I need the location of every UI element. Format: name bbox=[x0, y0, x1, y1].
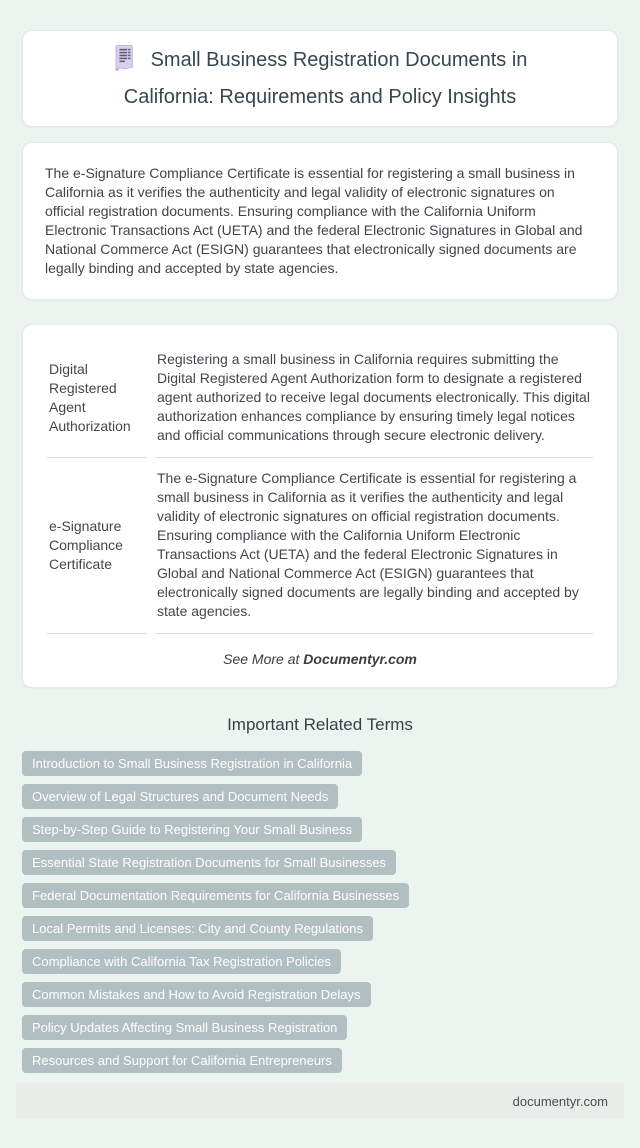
intro-text: The e-Signature Compliance Certificate is essential for registering a small business in California as it verifies the authenticity and legal validity of electronic signatures on official registration documents. Ensuring compliance with the California Uniform Electronic Transactions Act (UETA) and the federal Electronic Signatures in Global and National Commerce Act (ESIGN) guarantees that electronically signed documents are legally binding and accepted by state agencies. bbox=[45, 165, 583, 276]
page bbox=[0, 30, 640, 1148]
intro-card bbox=[22, 142, 618, 300]
footer-site-label: documentyr.com bbox=[512, 1093, 608, 1109]
related-term-tag[interactable]: Step-by-Step Guide to Registering Your Small Business bbox=[22, 817, 362, 842]
table-row bbox=[47, 458, 593, 634]
related-term-tag[interactable]: Overview of Legal Structures and Document Needs bbox=[22, 784, 338, 809]
related-terms-heading: Important Related Terms bbox=[227, 715, 413, 734]
page-title-text: Small Business Registration Documents in California: Requirements and Policy Insights bbox=[123, 49, 528, 108]
documents-table-card bbox=[22, 324, 618, 688]
see-more-brand: Documentyr.com bbox=[303, 651, 417, 667]
related-terms-list bbox=[22, 751, 618, 1073]
table-row bbox=[47, 339, 593, 458]
see-more-line bbox=[39, 651, 601, 667]
related-term-tag[interactable]: Compliance with California Tax Registration Policies bbox=[22, 949, 341, 974]
bottom-spacer bbox=[0, 1119, 640, 1148]
page-title bbox=[70, 44, 570, 113]
receipt-icon bbox=[113, 44, 135, 82]
related-term-tag[interactable]: Policy Updates Affecting Small Business Registration bbox=[22, 1015, 347, 1040]
related-term-tag[interactable]: Federal Documentation Requirements for California Businesses bbox=[22, 883, 409, 908]
related-term-tag[interactable]: Local Permits and Licenses: City and County Regulations bbox=[22, 916, 373, 941]
footer-bar bbox=[16, 1083, 624, 1119]
related-term-tag[interactable]: Resources and Support for California Entrepreneurs bbox=[22, 1048, 342, 1073]
term-cell: e-Signature Compliance Certificate bbox=[47, 458, 147, 634]
term-cell: Digital Registered Agent Authorization bbox=[47, 339, 147, 458]
description-cell: The e-Signature Compliance Certificate is essential for registering a small business in California as it verifies the authenticity and legal validity of electronic signatures on official registration documents. Ensuring compliance with the California Uniform Electronic Transactions Act (UETA) and the federal Electronic Signatures in Global and National Commerce Act (ESIGN) guarantees that electronically signed documents are legally binding and accepted by state agencies. bbox=[155, 458, 593, 634]
description-cell: Registering a small business in California requires submitting the Digital Registered Agent Authorization form to designate a registered agent authorized to receive legal documents electronically. This digital authorization enhances compliance by ensuring timely legal notices and official communications through secure electronic delivery. bbox=[155, 339, 593, 458]
related-term-tag[interactable]: Common Mistakes and How to Avoid Registration Delays bbox=[22, 982, 371, 1007]
related-term-tag[interactable]: Essential State Registration Documents for Small Businesses bbox=[22, 850, 396, 875]
documents-table bbox=[39, 339, 601, 634]
related-term-tag[interactable]: Introduction to Small Business Registration in California bbox=[22, 751, 362, 776]
header-card bbox=[22, 30, 618, 127]
see-more-prefix: See More at bbox=[223, 651, 300, 667]
